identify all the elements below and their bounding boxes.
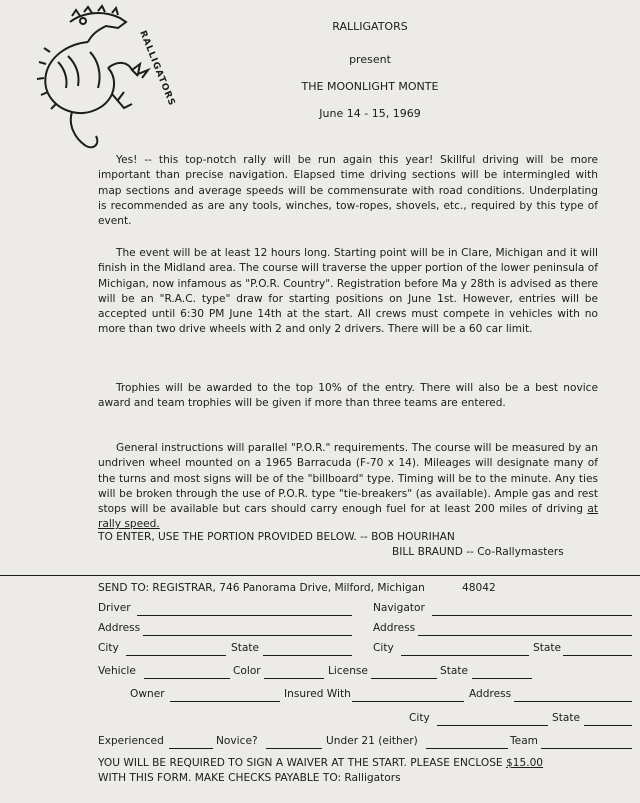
entry-fee: $15.00 [505, 757, 544, 769]
under-21-label: Under 21 (either) [326, 735, 418, 747]
waiver-notice [98, 757, 543, 769]
driver-city-label: City [98, 642, 119, 654]
driver-field[interactable] [137, 615, 352, 616]
insurer-address-label: Address [469, 688, 512, 700]
event-date: June 14 - 15, 1969 [319, 107, 421, 120]
navigator-address-field[interactable] [418, 635, 632, 636]
insured-with-field[interactable] [352, 701, 464, 702]
send-to-address: SEND TO: REGISTRAR, 746 Panorama Drive, Milford, Michigan [98, 582, 425, 594]
paragraph-intro: Yes! -- this top-notch rally will be run again this year! Skillful driving will be more important than precise navigation. Elapsed time driving sections will be intermingled with map sections and average speeds will be commensurate with road conditions. Underplating is recommended as are any tools, winches, tow-ropes, shovels, etc., required by this type of event. [98, 154, 598, 228]
vehicle-field[interactable] [144, 678, 230, 679]
license-state-field[interactable] [472, 678, 532, 679]
insurer-city-label: City [409, 712, 430, 724]
team-field[interactable] [541, 748, 632, 749]
driver-state-field[interactable] [263, 655, 352, 656]
ralligators-logo [28, 4, 178, 154]
insurer-city-field[interactable] [437, 725, 548, 726]
waiver-text: YOU WILL BE REQUIRED TO SIGN A WAIVER AT THE START. PLEASE ENCLOSE [98, 757, 503, 769]
logo-text: RALLIGATORS [137, 29, 177, 108]
navigator-city-label: City [373, 642, 394, 654]
navigator-address-label: Address [373, 622, 416, 634]
payment-instructions: WITH THIS FORM. MAKE CHECKS PAYABLE TO: Ralligators [98, 772, 401, 784]
instructions-text: General instructions will parallel "P.O.R." requirements. The course will be measured by an undriven wheel mounted on a 1965 Barracuda (F-70 x 14). Mileages will designate many of the turns and most signs will be of the "billboard" type. Timing will be to the minute. Any ties will be broken through the use of P.O.R. type "tie-breakers" (as available). Ample gas and rest stops will be available but cars should carry enough fuel for at least 200 miles of driving [98, 442, 598, 516]
navigator-state-field[interactable] [563, 655, 632, 656]
experienced-label: Experienced [98, 735, 164, 747]
insured-with-label: Insured With [284, 688, 351, 700]
novice-label: Novice? [216, 735, 258, 747]
co-rallymasters-signature: BILL BRAUND -- Co-Rallymasters [392, 546, 564, 558]
team-label: Team [510, 735, 538, 747]
driver-city-field[interactable] [126, 655, 226, 656]
driver-address-label: Address [98, 622, 141, 634]
event-title: THE MOONLIGHT MONTE [301, 80, 439, 93]
license-field[interactable] [371, 678, 437, 679]
owner-label: Owner [130, 688, 165, 700]
navigator-state-label: State [533, 642, 562, 654]
zip-code: 48042 [462, 582, 496, 594]
color-field[interactable] [264, 678, 324, 679]
insurer-address-field[interactable] [514, 701, 632, 702]
paragraph-event-details: The event will be at least 12 hours long. Starting point will be in Clare, Michigan and it will finish in the Midland area. The course will traverse the upper portion of the lower peninsula of Michigan, now infamous as "P.O.R. Country". Registration before Ma y 28th is advised as there will be an "R.A.C. type" draw for starting positions on June 1st. However, entries will be accepted until 6:30 PM June 14th at the start. All crews must compete in vehicles with no more than two drive wheels with 2 and only 2 drivers. There will be a 60 car limit. [98, 247, 598, 336]
driver-label: Driver [98, 602, 131, 614]
paragraph-trophies: Trophies will be awarded to the top 10% of the entry. There will also be a best novice award and team trophies will be given if more than three teams are entered. [98, 382, 598, 410]
license-state-label: State [440, 665, 469, 677]
driver-state-label: State [231, 642, 260, 654]
under-21-field[interactable] [426, 748, 508, 749]
alligator-icon [37, 6, 148, 147]
novice-field[interactable] [266, 748, 322, 749]
rally-speed-text: at rally speed. [98, 503, 599, 531]
org-title: RALLIGATORS [332, 20, 408, 33]
navigator-field[interactable] [432, 615, 632, 616]
color-label: Color [233, 665, 261, 677]
paragraph-instructions [98, 441, 598, 533]
owner-field[interactable] [170, 701, 280, 702]
insurer-state-label: State [552, 712, 581, 724]
enter-line: TO ENTER, USE THE PORTION PROVIDED BELOW. -- BOB HOURIHAN [98, 531, 455, 543]
tear-line [0, 575, 640, 576]
license-label: License [328, 665, 368, 677]
insurer-state-field[interactable] [584, 725, 632, 726]
driver-address-field[interactable] [143, 635, 352, 636]
navigator-label: Navigator [373, 602, 425, 614]
present-text: present [349, 53, 391, 66]
vehicle-label: Vehicle [98, 665, 136, 677]
experienced-field[interactable] [169, 748, 213, 749]
navigator-city-field[interactable] [401, 655, 529, 656]
